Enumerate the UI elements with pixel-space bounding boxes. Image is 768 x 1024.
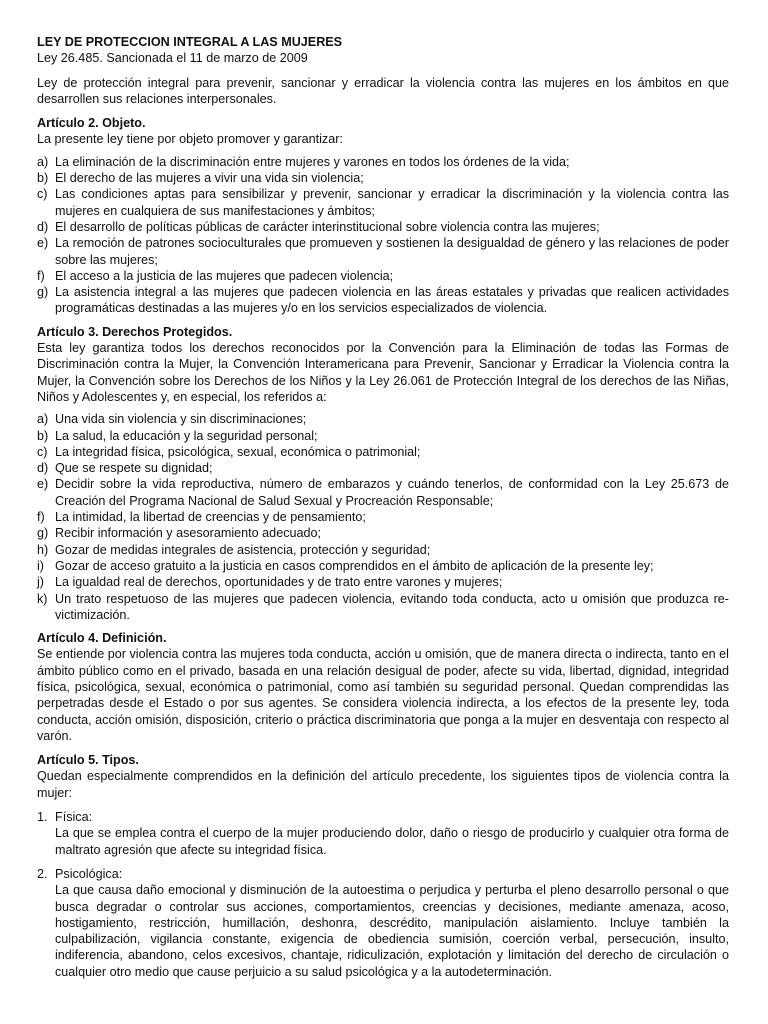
list-item — [37, 411, 729, 427]
article-2-intro: La presente ley tiene por objeto promover y garantizar: — [37, 132, 343, 147]
list-item-text: Las condiciones aptas para sensibilizar y prevenir, sancionar y erradicar la discriminación y la violencia contra las mujeres en cualquiera de sus manifestaciones y ámbitos; — [55, 187, 729, 218]
list-marker: 1. — [37, 810, 48, 825]
list-item — [37, 809, 729, 858]
list-item-text: La que causa daño emocional y disminución de la autoestima o perjudica y perturba el pleno desarrollo personal o que busca degradar o controlar sus acciones, comportamientos, creencias y decisiones, mediante amenaza, acoso, hostigamiento, restricción, humillación, deshonra, descrédito, manipulación aislamiento. Incluye también la culpabilización, vigilancia constante, exigencia de obediencia sumisión, coerción verbal, persecución, insulto, indiferencia, abandono, celos excesivos, chantaje, ridiculización, explotación y limitación del derecho de circulación o cualquier otro medio que cause perjuicio a su salud psicológica y a la autodeterminación. — [55, 883, 729, 979]
list-marker: d) — [37, 219, 49, 234]
list-item-text: La remoción de patrones socioculturales que promueven y sostienen la desigualdad de género y las relaciones de poder sobre las mujeres; — [55, 236, 729, 267]
document-page — [37, 34, 729, 988]
list-marker: a) — [37, 154, 49, 169]
list-marker: b) — [37, 171, 49, 186]
list-item-text: Un trato respetuoso de las mujeres que padecen violencia, evitando toda conducta, acto u omisión que produzca re-victimización. — [55, 591, 729, 622]
article-3-heading: Artículo 3. Derechos Protegidos. — [37, 324, 233, 339]
list-marker: 2. — [37, 866, 48, 881]
list-item-text: Una vida sin violencia y sin discriminaciones; — [55, 412, 307, 427]
list-item — [37, 509, 729, 525]
list-marker: g) — [37, 526, 49, 541]
article-5-heading: Artículo 5. Tipos. — [37, 753, 139, 768]
list-item — [37, 542, 729, 558]
list-marker: e) — [37, 477, 49, 492]
list-item — [37, 235, 729, 268]
list-marker: c) — [37, 444, 48, 459]
list-item — [37, 476, 729, 509]
list-item-text: La que se emplea contra el cuerpo de la mujer produciendo dolor, daño o riesgo de producirlo y cualquier otra forma de maltrato agresión que afecte su integridad física. — [55, 826, 729, 857]
list-marker: b) — [37, 428, 49, 443]
list-item — [37, 428, 729, 444]
list-marker: g) — [37, 285, 49, 300]
list-item-title: Psicológica: — [55, 866, 123, 881]
list-marker: a) — [37, 412, 49, 427]
article-3-intro: Esta ley garantiza todos los derechos reconocidos por la Convención para la Eliminación de todas las Formas de Discriminación contra la Mujer, la Convención Interamericana para Prevenir, Sancionar y Erradicar la Violencia contra la Mujer, la Convención sobre los Derechos de los Niños y la Ley 26.061 de Protección Integral de los derechos de las Niñas, Niños y Adolescentes y, en especial, los referidos a: — [37, 341, 729, 404]
list-item-text: La integridad física, psicológica, sexual, económica o patrimonial; — [55, 444, 421, 459]
list-marker: c) — [37, 187, 48, 202]
list-item — [37, 284, 729, 317]
list-item-text: Recibir información y asesoramiento adecuado; — [55, 526, 322, 541]
list-marker: e) — [37, 236, 49, 251]
article-2-list — [37, 154, 729, 317]
list-marker: f) — [37, 510, 45, 525]
list-item — [37, 460, 729, 476]
list-item-text: El derecho de las mujeres a vivir una vida sin violencia; — [55, 171, 364, 186]
list-marker: f) — [37, 268, 45, 283]
list-item — [37, 574, 729, 590]
article-4-body: Se entiende por violencia contra las mujeres toda conducta, acción u omisión, que de manera directa o indirecta, tanto en el ámbito público como en el privado, basada en una relación desigual de poder, afecte su vida, libertad, dignidad, integridad física, psicológica, sexual, económica o patrimonial, como así también su seguridad personal. Quedan comprendidas las perpetradas desde el Estado o por sus agentes. Se considera violencia indirecta, a los efectos de la presente ley, toda conducta, acción omisión, disposición, criterio o práctica discriminatoria que ponga a la mujer en desventaja con respecto al varón. — [37, 647, 729, 743]
list-item-text: El acceso a la justicia de las mujeres que padecen violencia; — [55, 268, 394, 283]
list-item-text: La asistencia integral a las mujeres que padecen violencia en las áreas estatales y privadas que realicen actividades programáticas destinadas a las mujeres y/o en los servicios especializados de violencia. — [55, 285, 729, 316]
list-marker: j) — [37, 575, 44, 590]
list-item-text: Que se respete su dignidad; — [55, 461, 213, 476]
list-marker: h) — [37, 542, 49, 557]
list-marker: k) — [37, 591, 48, 606]
list-item — [37, 268, 729, 284]
list-item-text: La eliminación de la discriminación entre mujeres y varones en todos los órdenes de la vida; — [55, 154, 570, 169]
list-item-text: Gozar de acceso gratuito a la justicia en casos comprendidos en el ámbito de aplicación de la presente ley; — [55, 558, 654, 573]
list-item-text: La igualdad real de derechos, oportunidades y de trato entre varones y mujeres; — [55, 575, 503, 590]
list-marker: i) — [37, 558, 44, 573]
list-item — [37, 866, 729, 980]
list-marker: d) — [37, 461, 49, 476]
list-item-title: Física: — [55, 810, 93, 825]
list-item — [37, 154, 729, 170]
list-item — [37, 558, 729, 574]
list-item — [37, 219, 729, 235]
article-5-intro: Quedan especialmente comprendidos en la definición del artículo precedente, los siguientes tipos de violencia contra la mujer: — [37, 769, 729, 800]
article-2-heading: Artículo 2. Objeto. — [37, 116, 146, 131]
document-title: LEY DE PROTECCION INTEGRAL A LAS MUJERES — [37, 35, 343, 49]
list-item — [37, 591, 729, 624]
document-intro: Ley de protección integral para prevenir, sancionar y erradicar la violencia contra las mujeres en los ámbitos en que desarrollen sus relaciones interpersonales. — [37, 75, 729, 106]
list-item — [37, 186, 729, 219]
article-3-list — [37, 411, 729, 623]
list-item-text: La salud, la educación y la seguridad personal; — [55, 428, 318, 443]
article-5-list — [37, 809, 729, 980]
document-subtitle: Ley 26.485. Sancionada el 11 de marzo de 2009 — [37, 51, 308, 66]
list-item-text: Gozar de medidas integrales de asistencia, protección y seguridad; — [55, 542, 431, 557]
list-item-text: La intimidad, la libertad de creencias y de pensamiento; — [55, 510, 366, 525]
list-item-text: El desarrollo de políticas públicas de carácter interinstitucional sobre violencia contra las mujeres; — [55, 219, 600, 234]
list-item — [37, 525, 729, 541]
list-item-text: Decidir sobre la vida reproductiva, número de embarazos y cuándo tenerlos, de conformidad con la Ley 25.673 de Creación del Programa Nacional de Salud Sexual y Procreación Responsable; — [55, 477, 729, 508]
list-item — [37, 444, 729, 460]
list-item — [37, 170, 729, 186]
article-4-heading: Artículo 4. Definición. — [37, 631, 167, 646]
